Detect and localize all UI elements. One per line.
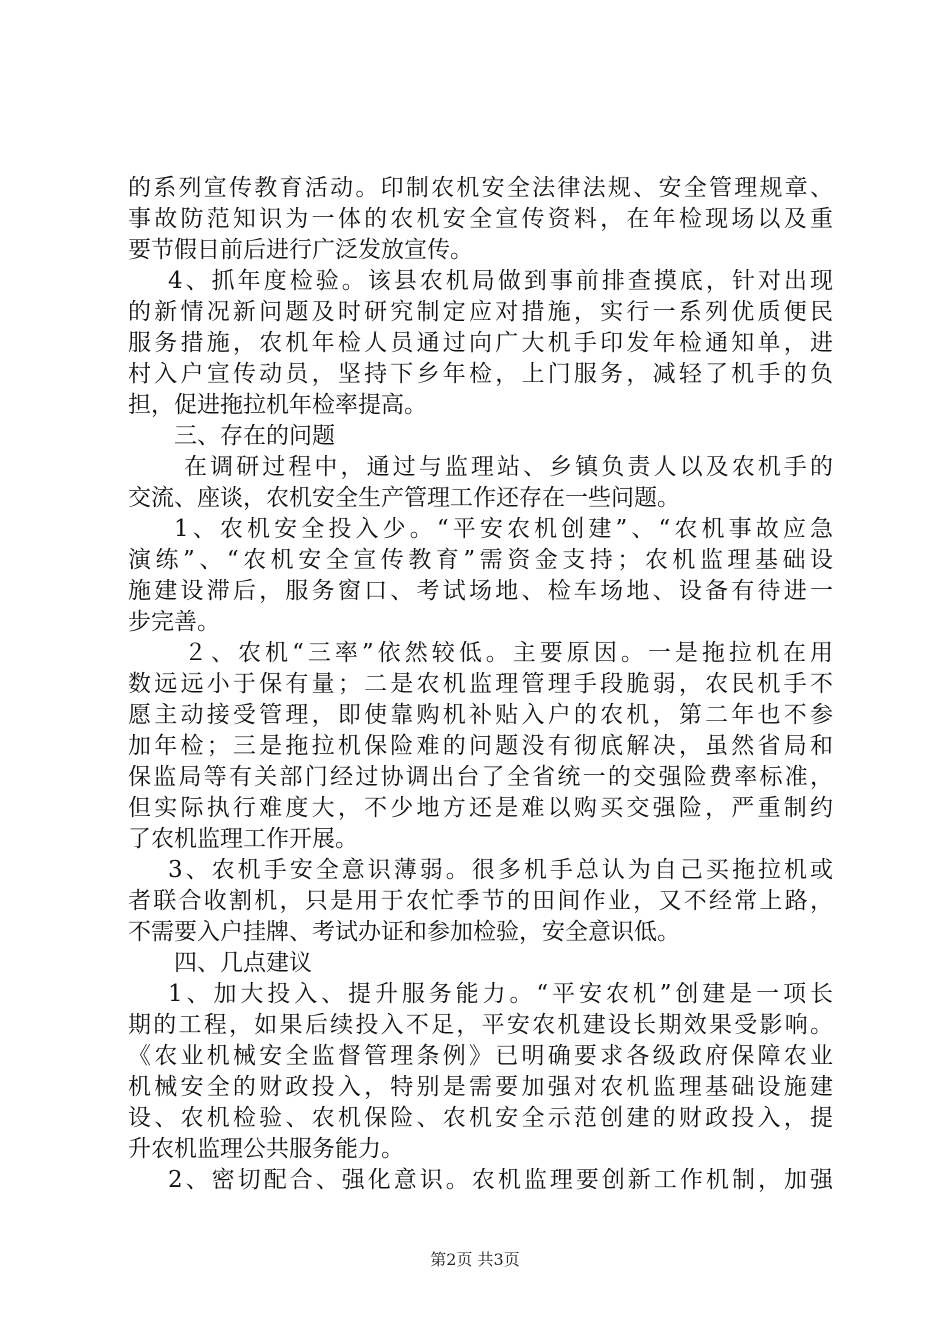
text-line: 期的工程，如果后续投入不足，平安农机建设长期效果受影响。: [128, 1012, 833, 1038]
text-line: 者联合收割机，只是用于农忙季节的田间作业，又不经常上路，: [128, 888, 833, 914]
text-line: 村入户宣传动员，坚持下乡年检，上门服务，减轻了机手的负: [128, 361, 833, 387]
text-line: 2、密切配合、强化意识。农机监理要创新工作机制，加强: [168, 1167, 833, 1193]
text-line: 加年检；三是拖拉机保险难的问题没有彻底解决，虽然省局和: [128, 733, 833, 759]
text-line: 4、抓年度检验。该县农机局做到事前排查摸底，针对出现: [168, 268, 833, 294]
text-line: 愿主动接受管理，即使靠购机补贴入户的农机，第二年也不参: [128, 702, 833, 728]
text-line: 不需要入户挂牌、考试办证和参加检验，安全意识低。: [128, 919, 680, 945]
text-line: 但实际执行难度大，不少地方还是难以购买交强险，严重制约: [128, 795, 833, 821]
text-line: 施建设滞后，服务窗口、考试场地、检车场地、设备有待进一: [128, 578, 833, 604]
text-line: 数远远小于保有量；二是农机监理管理手段脆弱，农民机手不: [128, 671, 833, 697]
text-line: 交流、座谈，农机安全生产管理工作还存在一些问题。: [128, 485, 680, 511]
text-line: 事故防范知识为一体的农机安全宣传资料，在年检现场以及重: [128, 206, 833, 232]
text-line: 的新情况新问题及时研究制定应对措施，实行一系列优质便民: [128, 299, 833, 325]
text-line: 三、存在的问题: [174, 423, 335, 449]
text-line: 机械安全的财政投入，特别是需要加强对农机监理基础设施建: [128, 1074, 833, 1100]
text-line: 步完善。: [128, 609, 220, 635]
text-line: 在调研过程中，通过与监理站、乡镇负责人以及农机手的: [184, 454, 833, 480]
text-line: 演练”、“农机安全宣传教育”需资金支持；农机监理基础设: [128, 547, 833, 573]
text-line: 3、农机手安全意识薄弱。很多机手总认为自己买拖拉机或: [168, 857, 833, 883]
text-line: 担，促进拖拉机年检率提高。: [128, 392, 427, 418]
text-line: 1、加大投入、提升服务能力。“平安农机”创建是一项长: [168, 981, 833, 1007]
text-line: ２、农机“三率”依然较低。主要原因。一是拖拉机在用: [184, 640, 833, 666]
text-line: 要节假日前后进行广泛发放宣传。: [128, 237, 473, 263]
text-line: 四、几点建议: [174, 950, 312, 976]
document-body: [128, 173, 833, 1196]
page-footer: 第2页 共3页: [430, 1250, 520, 1269]
text-line: 的系列宣传教育活动。印制农机安全法律法规、安全管理规章、: [128, 175, 833, 201]
text-line: 服务措施，农机年检人员通过向广大机手印发年检通知单，进: [128, 330, 833, 356]
text-line: 1、农机安全投入少。“平安农机创建”、“农机事故应急: [174, 516, 833, 542]
text-line: 《农业机械安全监督管理条例》已明确要求各级政府保障农业: [128, 1043, 833, 1069]
text-line: 升农机监理公共服务能力。: [128, 1136, 404, 1162]
text-line: 设、农机检验、农机保险、农机安全示范创建的财政投入，提: [128, 1105, 833, 1131]
text-line: 保监局等有关部门经过协调出台了全省统一的交强险费率标准，: [128, 764, 833, 790]
text-line: 了农机监理工作开展。: [128, 826, 358, 852]
